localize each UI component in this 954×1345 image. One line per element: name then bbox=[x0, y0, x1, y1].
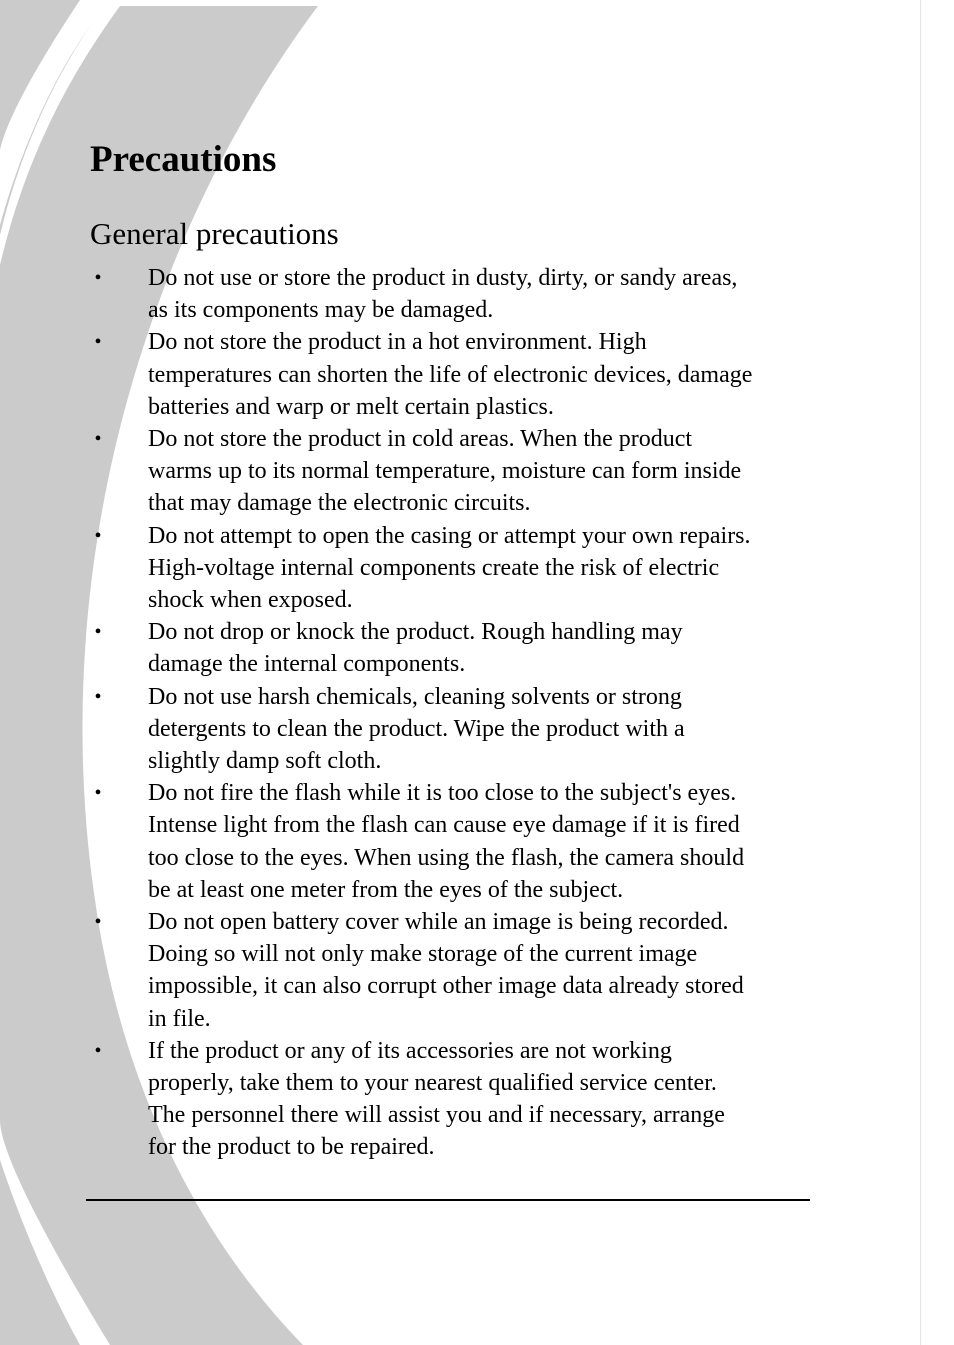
list-item bbox=[88, 906, 888, 1035]
list-item-text-line: batteries and warp or melt certain plastics. bbox=[148, 393, 554, 420]
list-item-text-line: be at least one meter from the eyes of the subject. bbox=[148, 876, 624, 903]
list-item bbox=[88, 520, 888, 617]
list-item-text-line: impossible, it can also corrupt other image data already stored bbox=[148, 973, 744, 1000]
bullet-icon: • bbox=[94, 331, 102, 354]
bullet-icon: • bbox=[94, 428, 102, 451]
precautions-list bbox=[88, 262, 888, 1164]
bullet-icon: • bbox=[94, 621, 102, 644]
list-item-text-line: Doing so will not only make storage of the current image bbox=[148, 941, 698, 968]
list-item-text-line: detergents to clean the product. Wipe the product with a bbox=[148, 715, 685, 742]
list-item bbox=[88, 681, 888, 778]
list-item-text-line: warms up to its normal temperature, moisture can form inside bbox=[148, 458, 742, 485]
list-item-text-line: for the product to be repaired. bbox=[148, 1134, 435, 1161]
list-item-text-line: Do not store the product in a hot environment. High bbox=[148, 329, 647, 356]
bullet-icon: • bbox=[94, 782, 102, 805]
bullet-icon: • bbox=[94, 685, 102, 708]
list-item bbox=[88, 262, 888, 326]
list-item-text-line: High-voltage internal components create the risk of electric bbox=[148, 554, 720, 581]
bullet-icon: • bbox=[94, 524, 102, 547]
list-item-text-line: slightly damp soft cloth. bbox=[148, 748, 382, 775]
list-item-text-line: shock when exposed. bbox=[148, 587, 353, 614]
footer-rule bbox=[86, 1199, 810, 1201]
bullet-icon: • bbox=[94, 1039, 102, 1062]
list-item-text-line: temperatures can shorten the life of electronic devices, damage bbox=[148, 361, 753, 388]
section-heading: General precautions bbox=[90, 216, 339, 251]
list-item-text-line: properly, take them to your nearest qualified service center. bbox=[148, 1070, 717, 1097]
list-item-text-line: If the product or any of its accessories are not working bbox=[148, 1037, 672, 1064]
list-item-text-line: Do not attempt to open the casing or attempt your own repairs. bbox=[148, 522, 751, 549]
list-item-text-line: Do not use or store the product in dusty, dirty, or sandy areas, bbox=[148, 265, 738, 291]
list-item-text-line: damage the internal components. bbox=[148, 651, 466, 678]
list-item bbox=[88, 326, 888, 423]
list-item bbox=[88, 777, 888, 906]
list-item-text-line: in file. bbox=[148, 1005, 211, 1032]
bullet-icon: • bbox=[94, 911, 102, 934]
list-item-text-line: Do not fire the flash while it is too close to the subject's eyes. bbox=[148, 780, 737, 807]
list-item-text-line: Do not store the product in cold areas. When the product bbox=[148, 426, 693, 453]
list-item-text-line: Do not open battery cover while an image is being recorded. bbox=[148, 909, 729, 936]
page-title: Precautions bbox=[90, 139, 277, 180]
list-item-text-line: Intense light from the flash can cause eye damage if it is fired bbox=[148, 812, 740, 839]
list-item-text-line: The personnel there will assist you and if necessary, arrange bbox=[148, 1102, 725, 1129]
bullet-icon: • bbox=[94, 267, 102, 289]
list-item bbox=[88, 616, 888, 680]
list-item-text-line: that may damage the electronic circuits. bbox=[148, 490, 531, 517]
list-item-text-line: too close to the eyes. When using the flash, the camera should bbox=[148, 844, 745, 871]
list-item bbox=[88, 423, 888, 520]
list-item-text-line: Do not use harsh chemicals, cleaning solvents or strong bbox=[148, 683, 682, 710]
list-item-text-line: Do not drop or knock the product. Rough handling may bbox=[148, 619, 683, 646]
list-item bbox=[88, 1035, 888, 1164]
list-item-text-line: as its components may be damaged. bbox=[148, 297, 494, 324]
